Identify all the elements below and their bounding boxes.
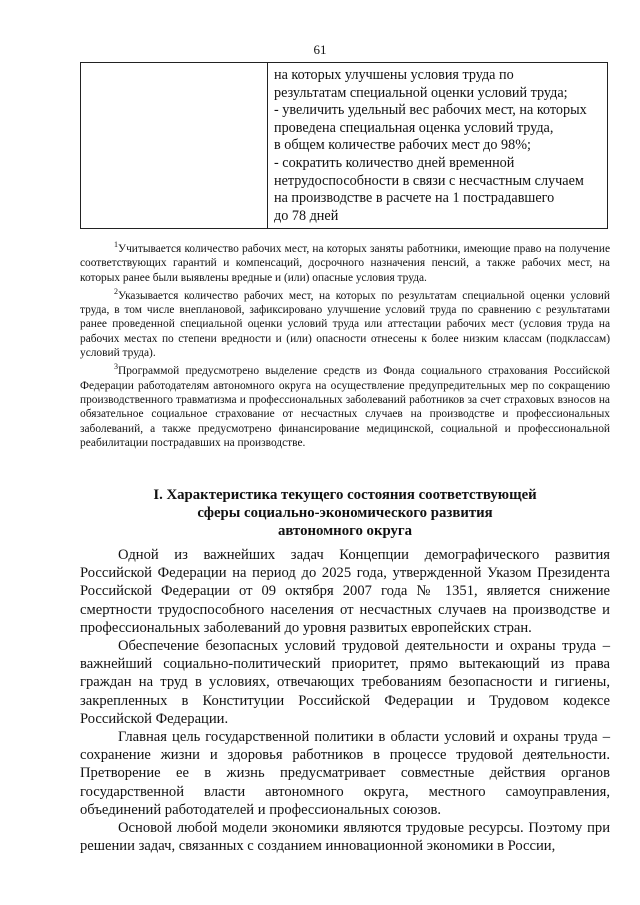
page-number: 61 [313, 42, 327, 57]
footnote-mark: 1 [114, 240, 118, 249]
footnote-text: Указывается количество рабочих мест, на которых по результатам специальной оценки условий труда, в том числе внеплановой, зафиксировано улучшение условий труда по сравнению с результатами ранее проведенной специальной оценки условий труда или аттестации рабочих мест (условия труда на рабочих местах по степени вредности и (или) опасности отнесены к более низким классам (подклассам) условий труда). [80, 289, 610, 360]
table-line: на производстве в расчете на 1 пострадавшего [274, 190, 555, 207]
footnote-mark: 2 [114, 286, 118, 296]
paragraph: Главная цель государственной политики в области условий и охраны труда – сохранение жизни и здоровья работников в процессе трудовой деятельности. Претворение ее в жизнь предусматривает совместные действия органов государственной власти автономного округа, местного самоуправления, объединений работодателей и профессиональных союзов. [80, 729, 610, 818]
table-line: нетрудоспособности в связи с несчастным случаем [274, 172, 584, 189]
heading-line: автономного округа [277, 523, 413, 539]
table-line: в общем количестве рабочих мест до 98%; [274, 137, 531, 154]
table-row [81, 63, 608, 229]
table-line: - сократить количество дней временной [274, 154, 515, 171]
heading-line: сферы социально-экономического развития [197, 505, 493, 521]
footnotes [80, 238, 610, 450]
paragraph: Обеспечение безопасных условий трудовой деятельности и охраны труда – важнейший социально-политический приоритет, прямо вытекающий из права граждан на труд в условиях, отвечающих требованиям безопасности и гигиены, закрепленных в Конституции Российской Федерации и Трудовом кодексе Российской Федерации. [80, 638, 610, 727]
table-line: результатам специальной оценки условий труда; [274, 84, 568, 101]
footnote-1 [80, 238, 610, 285]
table-cell-left-empty [81, 63, 268, 229]
footnote-2 [80, 285, 610, 360]
paragraph: Одной из важнейших задач Концепции демографического развития Российской Федерации на период до 2025 года, утвержденной Указом Президента Российской Федерации от 09 октября 2007 года № 1351, является снижение смертности трудоспособного населения от несчастных случаев на производстве и профессиональных заболеваний до уровня развитых европейских стран. [80, 547, 610, 636]
table-line: проведена специальная оценка условий труда, [274, 119, 554, 136]
body-text [80, 546, 610, 855]
table-cell-right [268, 63, 608, 229]
table-line: на которых улучшены условия труда по [274, 67, 514, 83]
footnote-text: Учитывается количество рабочих мест, на которых заняты работники, имеющие право на получение соответствующих гарантий и компенсаций, досрочного назначения пенсий, а также рабочих мест, на которых ранее были выявлены вредные и (или) опасные условия труда. [80, 243, 610, 284]
footnote-3 [80, 360, 610, 450]
heading-line: I. Характеристика текущего состояния соответствующей [153, 487, 537, 503]
footnote-mark: 3 [114, 362, 118, 372]
footnote-text: Программой предусмотрено выделение средств из Фонда социального страхования Российской Федерации работодателям автономного округа на осуществление предупредительных мер по сокращению производственного травматизма и профессиональных заболеваний работников за счет страховых взносов на обязательное социальное страхование от несчастных случаев на производстве и профессиональных заболеваний, а также предусмотрено финансирование медицинской, социальной и профессиональной реабилитации пострадавших на производстве. [80, 365, 610, 449]
section-heading [80, 486, 610, 540]
table-line: - увеличить удельный вес рабочих мест, на которых [274, 102, 587, 119]
indicators-table-continuation [80, 62, 608, 229]
paragraph: Основой любой модели экономики являются трудовые ресурсы. Поэтому при решении задач, связанных с созданием инновационной экономики в России, [80, 820, 610, 855]
table-line: до 78 дней [274, 207, 339, 224]
